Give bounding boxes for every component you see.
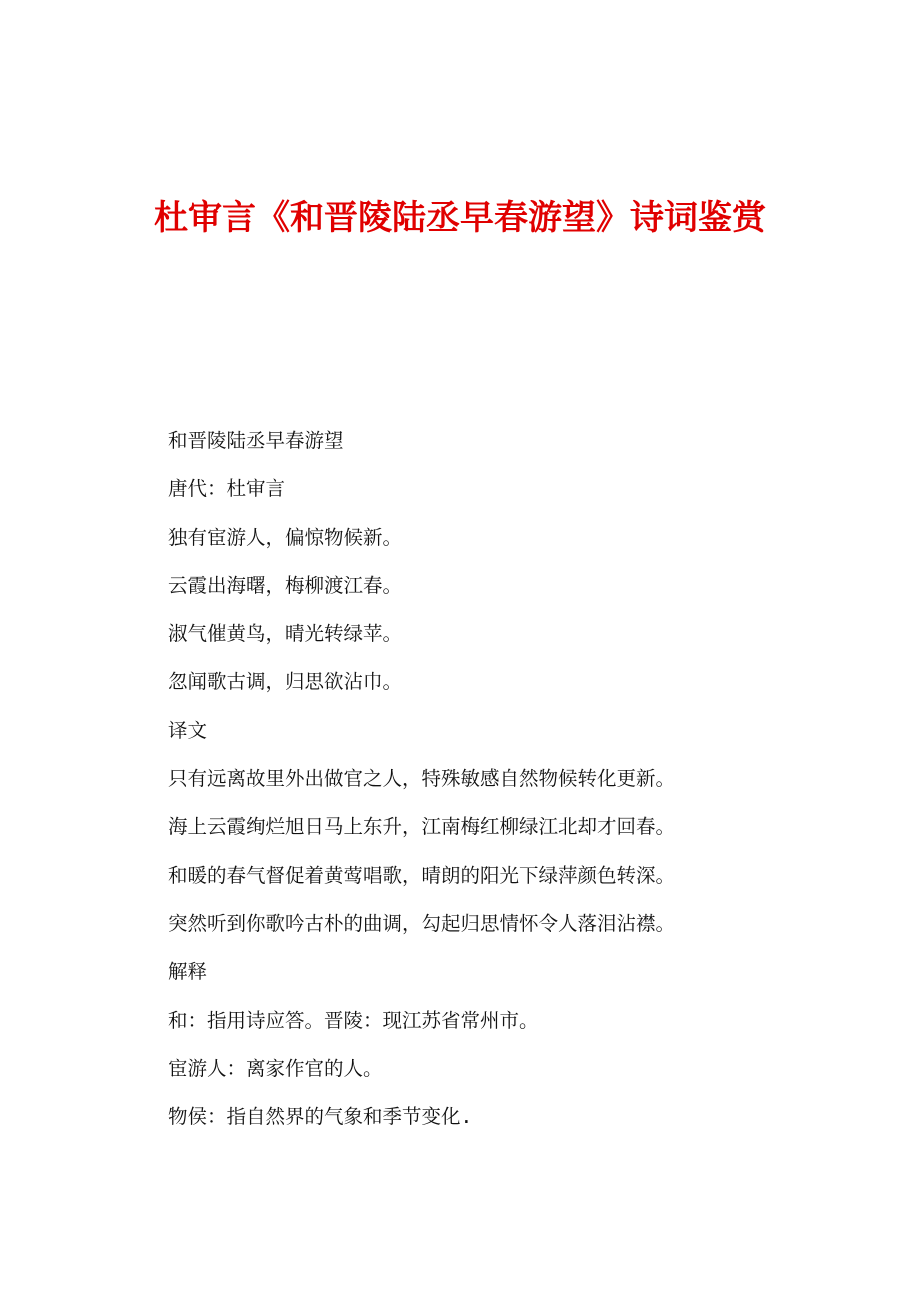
section-heading-explanation: 解释 [168,960,208,984]
translation-line: 突然听到你歌吟古朴的曲调，勾起归思情怀令人落泪沾襟。 [168,911,676,935]
poem-author: 唐代：杜审言 [168,477,286,501]
explanation-line: 和：指用诗应答。晋陵：现江苏省常州市。 [168,1008,539,1032]
explanation-line: 宦游人：离家作官的人。 [168,1056,383,1080]
document-body [168,423,868,1147]
translation-line: 海上云霞绚烂旭日马上东升，江南梅红柳绿江北却才回春。 [168,815,676,839]
document-title: 杜审言《和晋陵陆丞早春游望》诗词鉴赏 [154,198,766,238]
translation-line: 只有远离故里外出做官之人，特殊敏感自然物候转化更新。 [168,767,676,791]
poem-line: 淑气催黄鸟，晴光转绿苹。 [168,622,403,646]
explanation-line: 物侯：指自然界的气象和季节变化. [168,1105,473,1129]
section-heading-translation: 译文 [168,718,208,742]
poem-line: 独有宦游人，偏惊物候新。 [168,525,403,549]
poem-title: 和晋陵陆丞早春游望 [168,429,344,452]
poem-line: 忽闻歌古调，归思欲沾巾。 [168,670,403,694]
poem-line: 云霞出海曙，梅柳渡江春。 [168,573,403,597]
translation-line: 和暖的春气督促着黄莺唱歌，晴朗的阳光下绿萍颜色转深。 [168,863,676,887]
